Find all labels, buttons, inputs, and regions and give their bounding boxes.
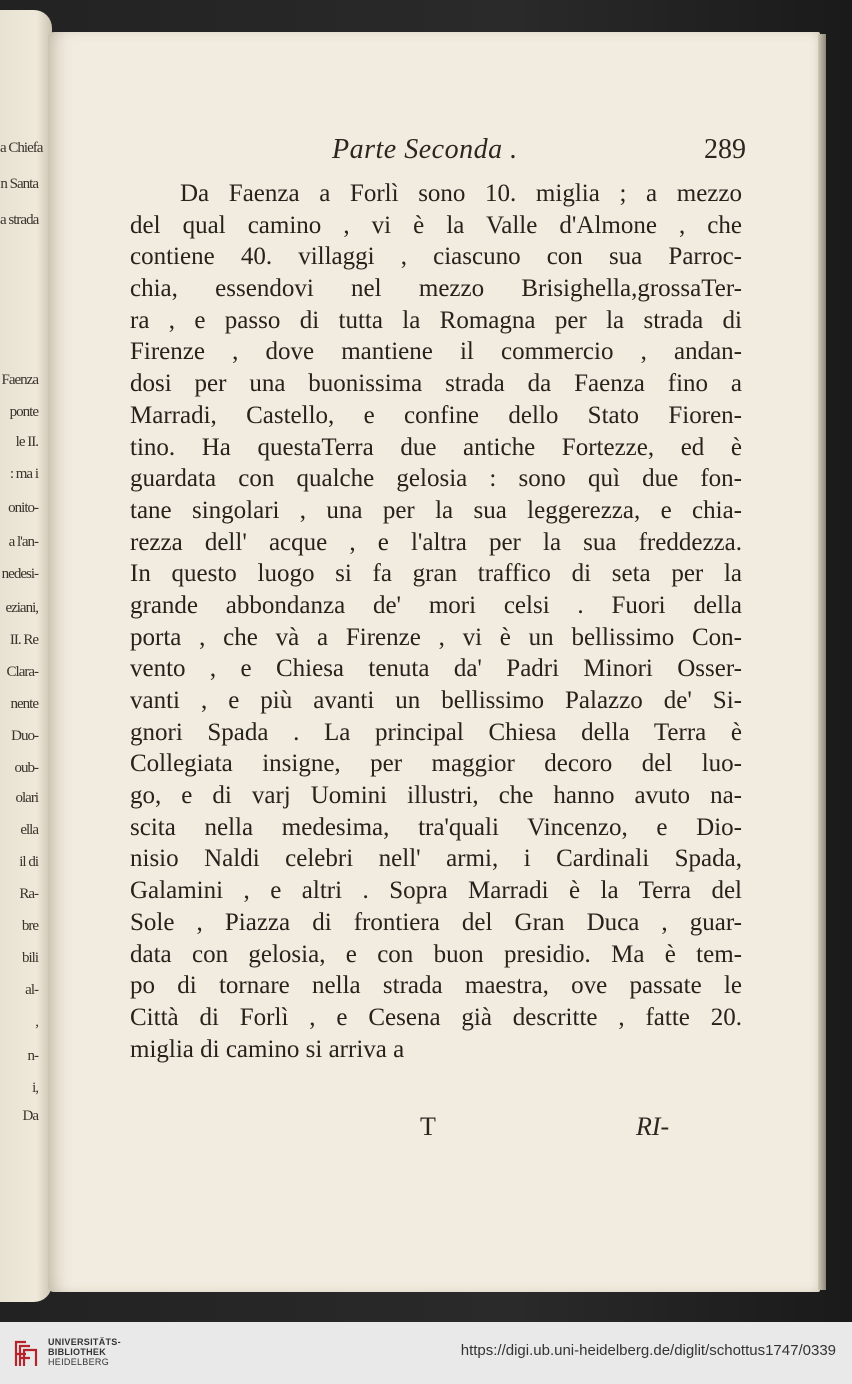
facing-page-fragment: a strada bbox=[0, 212, 39, 228]
text-line: contiene 40. villaggi , ciascuno con sua Parroc- bbox=[130, 243, 742, 271]
facing-page-edge bbox=[0, 10, 52, 1302]
facing-page-fragment: II. Re bbox=[9, 632, 38, 648]
text-line: Marradi, Castello, e confine dello Stato Fioren- bbox=[130, 401, 742, 429]
permalink-url[interactable]: https://digi.ub.uni-heidelberg.de/diglit/schottus1747/0339 bbox=[460, 1342, 836, 1359]
text-line: gnori Spada . La principal Chiesa della Terra è bbox=[130, 718, 742, 746]
facing-page-fragment: Faenza bbox=[1, 372, 38, 388]
facing-page-fragment: Duo- bbox=[11, 728, 38, 744]
facing-page-fragment: eziani, bbox=[5, 600, 38, 616]
library-name-line1: UNIVERSITÄTS- bbox=[48, 1337, 121, 1347]
facing-page-fragment: olari bbox=[15, 790, 38, 806]
facing-page-fragment: oub- bbox=[14, 760, 38, 776]
text-line: In questo luogo si fa gran traffico di seta per la bbox=[130, 560, 742, 588]
running-head bbox=[332, 134, 802, 174]
body-text bbox=[130, 178, 742, 1065]
text-line: vanti , e più avanti un bellissimo Palazzo de' Si- bbox=[130, 687, 742, 714]
facing-page-fragment: n- bbox=[27, 1048, 38, 1064]
text-line: data con gelosia, e con buon presidio. Ma è tem- bbox=[130, 940, 742, 968]
text-line: po di tornare nella strada maestra, ove passate le bbox=[130, 972, 742, 1000]
library-name bbox=[48, 1337, 121, 1367]
text-line: guardata con qualche gelosia : sono quì due fon- bbox=[130, 465, 742, 493]
facing-page-fragment: bre bbox=[21, 918, 38, 934]
library-name-line3: HEIDELBERG bbox=[48, 1357, 110, 1367]
text-line: Città di Forlì , e Cesena già descritte , fatte 20. bbox=[130, 1003, 742, 1031]
facing-page-fragment: ponte bbox=[9, 404, 38, 420]
catchword: RI- bbox=[636, 1112, 670, 1141]
signature-mark: T bbox=[420, 1112, 436, 1141]
text-line: rezza dell' acque , e l'altra per la sua freddezza. bbox=[130, 528, 742, 556]
text-line: Da Faenza a Forlì sono 10. miglia ; a mezzo bbox=[180, 180, 742, 207]
text-line: Sole , Piazza di frontiera del Gran Duca , guar- bbox=[130, 908, 742, 936]
facing-page-fragment: Ra- bbox=[19, 886, 38, 902]
facing-page-fragment: ella bbox=[20, 822, 38, 838]
facing-page-fragment: nente bbox=[10, 696, 38, 712]
facing-page-fragment: : ma i bbox=[9, 466, 38, 482]
facing-page-fragment: Clara- bbox=[6, 664, 38, 680]
facing-page-fragment: le II. bbox=[15, 434, 38, 450]
text-line: Firenze , dove mantiene il commercio , andan- bbox=[130, 338, 742, 366]
text-line: tino. Ha questaTerra due antiche Fortezze, ed è bbox=[130, 433, 742, 461]
facing-page-fragment: bili bbox=[21, 950, 38, 966]
text-line: miglia di camino si arriva a bbox=[130, 1035, 405, 1063]
facing-page-fragment: , bbox=[35, 1014, 38, 1030]
facing-page-fragment: nedesi- bbox=[1, 566, 38, 582]
book-page bbox=[48, 32, 820, 1292]
text-line: ra , e passo di tutta la Romagna per la strada di bbox=[130, 306, 742, 334]
facing-page-fragment: al- bbox=[25, 982, 38, 998]
page-fore-edge bbox=[818, 34, 826, 1290]
text-line: grande abbondanza de' mori celsi . Fuori della bbox=[130, 591, 742, 619]
text-line: tane singolari , una per la sua leggerezza, e chia- bbox=[130, 496, 742, 524]
text-line: dosi per una buonissima strada da Faenza fino a bbox=[130, 370, 742, 398]
text-line: del qual camino , vi è la Valle d'Almone , che bbox=[130, 211, 742, 239]
text-line: nisio Naldi celebri nell' armi, i Cardinali Spada, bbox=[130, 845, 742, 873]
text-line: porta , che và a Firenze , vi è un bellissimo Con- bbox=[130, 623, 742, 651]
viewer-footer bbox=[0, 1322, 852, 1384]
library-logo-icon bbox=[12, 1336, 42, 1370]
catchwords-line bbox=[48, 1112, 820, 1152]
facing-page-fragment: a l'an- bbox=[8, 534, 38, 550]
running-title: Parte Seconda . bbox=[332, 134, 518, 165]
text-line: chia, essendovi nel mezzo Brisighella,grossaTer- bbox=[130, 275, 742, 303]
text-line: vento , e Chiesa tenuta da' Padri Minori Osser- bbox=[130, 655, 742, 683]
text-line: go, e di varj Uomini illustri, che hanno avuto na- bbox=[130, 782, 742, 810]
text-line: Galamini , e altri . Sopra Marradi è la Terra del bbox=[130, 877, 742, 905]
facing-page-fragment: Da bbox=[22, 1108, 38, 1124]
facing-page-fragment: i, bbox=[32, 1080, 38, 1096]
facing-page-fragment: il di bbox=[19, 854, 38, 870]
facing-page-fragment: a Chiefa bbox=[0, 140, 43, 156]
text-line: Collegiata insigne, per maggior decoro del luo- bbox=[130, 750, 742, 778]
page-number: 289 bbox=[704, 134, 746, 165]
text-line: scita nella medesima, tra'quali Vincenzo, e Dio- bbox=[130, 813, 742, 841]
facing-page-fragment: onito- bbox=[8, 500, 38, 516]
facing-page-fragment: n Santa bbox=[0, 176, 38, 192]
library-name-line2: BIBLIOTHEK bbox=[48, 1347, 106, 1357]
